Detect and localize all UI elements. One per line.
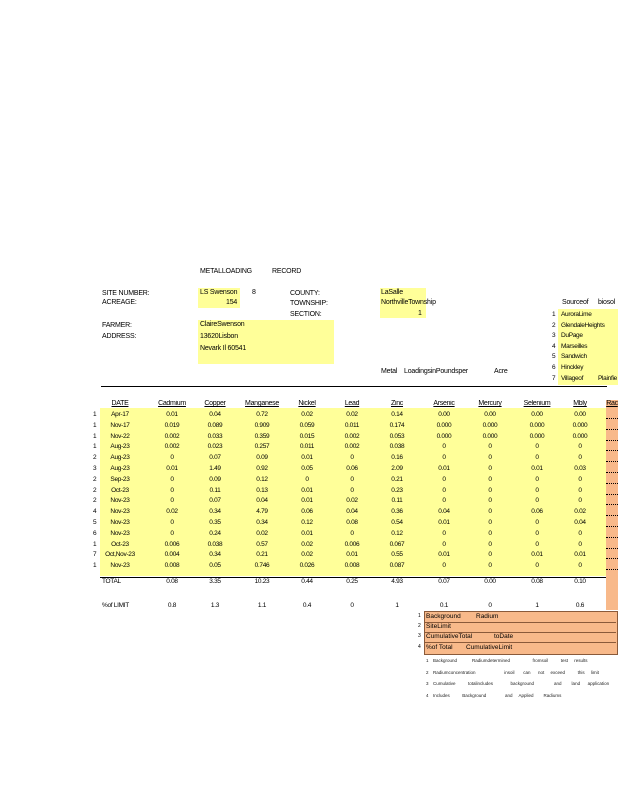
- table-cell: 0.257: [254, 443, 270, 451]
- table-cell: 0.12: [391, 529, 403, 537]
- table-cell: 0.026: [299, 562, 315, 570]
- source-num: 4: [552, 342, 556, 350]
- table-cell: 2.09: [391, 465, 403, 472]
- table-cell: 0.067: [389, 540, 405, 548]
- table-cell: 0.54: [391, 519, 403, 526]
- county-label: COUNTY:: [290, 290, 320, 297]
- table-cell: 0.011: [344, 421, 360, 429]
- column-header: Selenium: [523, 400, 551, 407]
- table-cell: 0.34: [256, 519, 268, 526]
- table-cell: 0.002: [344, 432, 360, 440]
- table-cell: 0: [170, 454, 174, 462]
- footnote-text: Cumulative totalincludes background and land application: [433, 681, 610, 686]
- table-cell: 0: [170, 529, 174, 537]
- record-title-record: RECORD: [272, 268, 302, 275]
- table-cell: 0.23: [391, 486, 403, 494]
- table-cell: 0.004: [164, 551, 180, 559]
- source-num: 2: [552, 321, 556, 329]
- table-cell: 0: [578, 540, 582, 548]
- total-cell: 0.44: [301, 578, 313, 585]
- address-line2: Nevark Il 60541: [200, 345, 247, 352]
- table-cell: 0.008: [344, 562, 360, 570]
- table-cell: 0: [170, 475, 174, 483]
- table-cell: 0.01: [166, 411, 178, 418]
- table-cell: 0.000: [482, 421, 498, 429]
- table-cell: 0.019: [164, 421, 180, 429]
- table-cell: 0.02: [346, 497, 358, 505]
- table-cell: 0.000: [529, 421, 545, 429]
- limit-cell: 0.1: [439, 602, 449, 609]
- source-name: Sandwich: [561, 353, 587, 361]
- column-header: DATE: [111, 400, 129, 407]
- table-cell: 0.000: [436, 432, 452, 440]
- row-divider: [606, 569, 618, 570]
- table-cell: 0: [578, 529, 582, 537]
- footnote-num: 4: [426, 692, 429, 698]
- table-cell: 0: [170, 486, 174, 494]
- table-cell: 0.000: [572, 432, 588, 440]
- table-cell: 0: [170, 519, 174, 526]
- limits-box-num: 4: [418, 643, 421, 650]
- source-num: 7: [552, 374, 556, 382]
- table-cell: 0.24: [209, 529, 221, 537]
- footnote-num: 1: [426, 658, 429, 663]
- table-cell: 0: [488, 454, 492, 462]
- source-name: Hinckley: [561, 364, 584, 371]
- limits-box-label: %of Total: [426, 643, 453, 651]
- table-cell: 0.033: [207, 432, 223, 440]
- source-num: 6: [552, 364, 556, 371]
- table-cell: 0.01: [531, 551, 543, 559]
- table-cell: 0: [442, 540, 446, 548]
- table-cell: 0.12: [256, 475, 268, 483]
- limit-cell: 1.3: [210, 602, 220, 609]
- address-line1: 13620Lisbon: [200, 333, 238, 340]
- table-cell: 0.000: [572, 421, 588, 429]
- table-cell-date: Nov-23: [110, 508, 130, 516]
- table-cell: 0: [442, 443, 446, 451]
- row-divider: [606, 494, 618, 495]
- table-cell: 0: [442, 486, 446, 494]
- limits-box-divider: [424, 622, 616, 623]
- table-cell-date: Oct,Nov-23: [105, 551, 135, 559]
- table-cell: 0.09: [256, 454, 268, 462]
- table-cell: 0.06: [301, 508, 313, 516]
- table-cell-date: Nov-23: [110, 519, 130, 526]
- row-source-number: 1: [93, 562, 97, 570]
- row-divider: [606, 472, 618, 473]
- table-cell: 0.015: [299, 432, 315, 440]
- limits-box-label: SiteLimit: [426, 623, 451, 631]
- table-cell: 0.07: [209, 497, 221, 505]
- table-cell: 0: [350, 486, 354, 494]
- table-cell-date: Nov-22: [110, 432, 130, 440]
- column-header: Cadmium: [158, 400, 186, 407]
- table-cell: 0.01: [438, 519, 450, 526]
- table-cell: 0.02: [346, 411, 358, 418]
- table-cell: 0.002: [344, 443, 360, 451]
- source-num: 3: [552, 332, 556, 340]
- table-cell: 0: [488, 519, 492, 526]
- table-cell: 0.34: [209, 508, 221, 516]
- table-cell: 0.089: [207, 421, 223, 429]
- table-cell-date: Oct-23: [111, 540, 129, 548]
- table-cell: 0: [535, 475, 539, 483]
- table-cell: 0: [535, 540, 539, 548]
- table-cell-date: Nov-23: [110, 529, 130, 537]
- table-cell: 0: [578, 475, 582, 483]
- table-cell: 0.02: [301, 551, 313, 559]
- limit-cell: 1: [535, 602, 539, 609]
- table-cell: 0.01: [301, 497, 313, 505]
- table-cell: 0: [535, 519, 539, 526]
- loadings-caption-metal: Metal: [381, 368, 398, 375]
- row-divider: [606, 483, 618, 484]
- table-cell: 0.02: [166, 508, 178, 516]
- township-label: TOWNSHIP:: [290, 300, 328, 307]
- table-cell: 0: [442, 497, 446, 505]
- table-cell: 0: [488, 508, 492, 516]
- table-cell: 0.12: [301, 519, 313, 526]
- table-cell: 4.79: [256, 508, 268, 516]
- row-divider: [606, 504, 618, 505]
- limits-box-num: 3: [418, 633, 421, 640]
- source-name: GlendaleHeights: [561, 321, 605, 329]
- table-cell: 0.746: [254, 562, 270, 570]
- limits-box-extra: toDate: [494, 633, 514, 641]
- table-cell: 0: [488, 475, 492, 483]
- table-cell: 0.01: [531, 465, 543, 472]
- total-label: TOTAL: [102, 578, 121, 585]
- table-cell: 0.059: [299, 421, 315, 429]
- table-cell: 0.038: [207, 540, 223, 548]
- column-header: Mercury: [478, 400, 502, 407]
- loadings-caption-pounds: LoadingsinPoundsper: [404, 368, 468, 375]
- table-cell: 0: [488, 551, 492, 559]
- table-cell: 0.053: [389, 432, 405, 440]
- table-cell: 0.01: [301, 529, 313, 537]
- row-source-number: 1: [93, 540, 97, 548]
- table-cell: 0.04: [256, 497, 268, 505]
- source-name: Marseilles: [561, 342, 588, 350]
- table-cell: 0.92: [256, 465, 268, 472]
- table-cell: 0.06: [531, 508, 543, 516]
- township-value: NorthvilleTownship: [381, 299, 436, 306]
- section-value: 1: [418, 310, 422, 317]
- table-cell: 0.04: [346, 508, 358, 516]
- table-cell: 0.01: [346, 551, 358, 559]
- loadings-caption-acre: Acre: [494, 368, 508, 375]
- table-cell: 0.04: [574, 519, 586, 526]
- table-cell: 0.01: [301, 454, 313, 462]
- sources-header-2: biosol: [598, 299, 616, 306]
- footnote-text: Includes Background and Applied Radiums: [433, 692, 562, 698]
- limit-cell: 0.4: [302, 602, 312, 609]
- table-cell: 0.002: [164, 443, 180, 451]
- table-cell: 0.000: [482, 432, 498, 440]
- table-cell: 0.05: [301, 465, 313, 472]
- limit-cell: 1: [395, 602, 399, 609]
- table-cell: 0.04: [438, 508, 450, 516]
- table-cell-date: Oct-23: [111, 486, 129, 494]
- table-cell: 0.55: [391, 551, 403, 559]
- table-cell: 0.023: [207, 443, 223, 451]
- row-divider: [606, 526, 618, 527]
- table-cell: 0: [442, 529, 446, 537]
- table-cell: 0: [350, 454, 354, 462]
- table-cell: 0: [535, 454, 539, 462]
- table-cell: 0: [442, 562, 446, 570]
- table-cell: 0.002: [164, 432, 180, 440]
- table-cell: 0.03: [574, 465, 586, 472]
- table-cell: 0: [488, 497, 492, 505]
- limits-box-label: Background: [426, 613, 461, 620]
- table-cell: 0.909: [254, 421, 270, 429]
- table-cell: 0.57: [256, 540, 268, 548]
- table-cell: 0: [442, 475, 446, 483]
- row-divider: [606, 537, 618, 538]
- total-cell: 10.23: [254, 578, 270, 585]
- table-cell: 0.13: [256, 486, 268, 494]
- row-divider: [606, 418, 618, 419]
- total-cell: 4.93: [391, 578, 403, 585]
- source-name: Villageof: [561, 374, 584, 382]
- row-source-number: 1: [93, 411, 97, 418]
- row-source-number: 1: [93, 443, 97, 451]
- table-cell: 0.000: [529, 432, 545, 440]
- table-cell: 0.21: [391, 475, 403, 483]
- table-cell: 0: [488, 540, 492, 548]
- row-source-number: 2: [93, 486, 97, 494]
- sources-header: Sourceof: [562, 299, 589, 306]
- table-cell: 0: [488, 529, 492, 537]
- table-cell: 0: [535, 443, 539, 451]
- table-cell: 0.09: [209, 475, 221, 483]
- table-cell: 0.07: [209, 454, 221, 462]
- table-cell: 0: [488, 486, 492, 494]
- column-header: Copper: [204, 400, 226, 407]
- table-cell: 0.006: [344, 540, 360, 548]
- table-cell: 0: [350, 475, 354, 483]
- total-cell: 0.10: [574, 578, 586, 585]
- table-cell: 0: [578, 443, 582, 451]
- table-cell: 0.01: [166, 465, 178, 472]
- total-cell: 0.25: [346, 578, 358, 585]
- record-title-metalloading: METALLOADING: [200, 268, 252, 275]
- table-cell: 0.08: [346, 519, 358, 526]
- table-cell: 0.359: [254, 432, 270, 440]
- table-cell: 0: [535, 486, 539, 494]
- table-cell: 0.21: [256, 551, 268, 559]
- table-cell: 0: [350, 529, 354, 537]
- limit-cell: 0: [350, 602, 354, 609]
- table-cell-date: Nov-23: [110, 497, 130, 505]
- table-cell: 0.011: [299, 443, 315, 451]
- acreage-value: 154: [226, 299, 238, 306]
- total-cell: 0.08: [531, 578, 543, 585]
- limit-cell: 0.8: [167, 602, 177, 609]
- section-divider: [101, 386, 607, 387]
- limits-box-extra: CumulativeLimit: [466, 643, 513, 651]
- site-num-value: 8: [252, 289, 256, 296]
- address-label: ADDRESS:: [102, 333, 137, 340]
- row-source-number: 1: [93, 432, 97, 440]
- table-cell-date: Aug-23: [110, 465, 130, 472]
- table-cell: 0: [578, 562, 582, 570]
- column-header: Mbly: [573, 400, 587, 407]
- column-header: Arsenic: [433, 400, 455, 407]
- table-cell: 0.174: [389, 421, 405, 429]
- table-cell: 0.11: [391, 497, 403, 505]
- table-cell: 0.008: [164, 562, 180, 570]
- table-cell: 0.01: [438, 465, 450, 472]
- total-cell: 0.07: [438, 578, 450, 585]
- table-cell: 0.34: [209, 551, 221, 559]
- total-cell: 0.08: [166, 578, 178, 585]
- limit-cell: 0.6: [575, 602, 585, 609]
- source-name: AuroraLime: [561, 311, 592, 318]
- column-header: Zinc: [390, 400, 404, 407]
- table-cell: 0: [535, 562, 539, 570]
- table-cell: 0: [488, 562, 492, 570]
- row-source-number: 2: [93, 454, 97, 462]
- table-cell: 0: [535, 497, 539, 505]
- column-header: Nickel: [298, 400, 316, 407]
- row-divider: [606, 558, 618, 559]
- footnote-text: Radiumconcentration insoil can not exceed this limit: [433, 669, 599, 675]
- row-source-number: 4: [93, 508, 97, 516]
- row-divider: [606, 440, 618, 441]
- row-source-number: 1: [93, 421, 97, 429]
- table-cell: 0.01: [301, 486, 313, 494]
- footnote-text: Background Radiumdetermined fromsoil test results: [433, 658, 588, 663]
- total-cell: 0.00: [484, 578, 496, 585]
- table-cell: 0: [305, 475, 309, 483]
- table-cell: 0: [535, 529, 539, 537]
- farmer-value: ClaireSwenson: [200, 321, 245, 328]
- site-name-value: LS Swenson: [200, 289, 238, 296]
- row-source-number: 5: [93, 519, 97, 526]
- table-cell: 0: [578, 486, 582, 494]
- table-cell: 1.49: [209, 465, 221, 472]
- limits-box-divider: [424, 642, 616, 643]
- table-cell: 0.35: [209, 519, 221, 526]
- table-cell: 0.02: [256, 529, 268, 537]
- table-cell: 0.16: [391, 454, 403, 462]
- table-cell: 0: [578, 454, 582, 462]
- table-cell: 0.000: [436, 421, 452, 429]
- table-cell: 0.02: [301, 411, 313, 418]
- table-cell: 0.00: [531, 411, 543, 418]
- table-cell: 0.11: [209, 486, 221, 494]
- table-cell: 0: [488, 443, 492, 451]
- total-cell: 3.35: [209, 578, 221, 585]
- row-source-number: 2: [93, 497, 97, 505]
- acreage-label: ACREAGE:: [102, 299, 137, 306]
- row-divider: [606, 450, 618, 451]
- table-cell-date: Sep-23: [110, 475, 130, 483]
- table-cell: 0: [488, 465, 492, 472]
- limits-box-extra: Radium: [476, 613, 499, 620]
- table-cell-date: Aug-23: [110, 454, 130, 462]
- table-cell: 0.00: [484, 411, 496, 418]
- limit-label: %of LIMIT: [102, 602, 129, 609]
- column-header: Rac: [606, 400, 618, 407]
- table-cell-date: Apr-17: [111, 411, 129, 418]
- limit-cell: 1.1: [257, 602, 267, 609]
- table-cell: 0.01: [574, 551, 586, 559]
- table-cell: 0.00: [438, 411, 450, 418]
- limits-box-label: CumulativeTotal: [426, 633, 473, 641]
- table-cell-date: Nov-17: [110, 421, 130, 429]
- footnote-num: 3: [426, 681, 429, 686]
- table-cell: 0: [170, 497, 174, 505]
- table-cell: 0.05: [209, 562, 221, 570]
- limits-box-num: 2: [418, 623, 421, 630]
- row-source-number: 3: [93, 465, 97, 472]
- source-num: 1: [552, 311, 556, 318]
- footnote-num: 2: [426, 669, 429, 675]
- table-cell: 0.006: [164, 540, 180, 548]
- source-name: DuPage: [561, 332, 583, 340]
- table-cell: 0.06: [346, 465, 358, 472]
- farmer-label: FARMER:: [102, 322, 132, 329]
- row-source-number: 7: [93, 551, 97, 559]
- row-divider: [606, 429, 618, 430]
- table-cell-date: Aug-23: [110, 443, 130, 451]
- section-label: SECTION:: [290, 311, 322, 318]
- site-number-label: SITE NUMBER:: [102, 290, 150, 297]
- table-cell: 0: [442, 454, 446, 462]
- table-cell: 0.087: [389, 562, 405, 570]
- total-divider: [100, 577, 606, 578]
- table-cell: 0.01: [438, 551, 450, 559]
- table-cell: 0.02: [301, 540, 313, 548]
- table-cell: 0.02: [574, 508, 586, 516]
- limit-cell: 0: [488, 602, 492, 609]
- row-source-number: 6: [93, 529, 97, 537]
- row-divider: [606, 548, 618, 549]
- source-num: 5: [552, 353, 556, 361]
- row-source-number: 2: [93, 475, 97, 483]
- table-cell: 0.36: [391, 508, 403, 516]
- table-cell: 0.72: [256, 411, 268, 418]
- table-cell: 0.14: [391, 411, 403, 418]
- column-header: Lead: [344, 400, 360, 407]
- table-cell: 0.04: [209, 411, 221, 418]
- source-name-extra: Plainfie: [598, 374, 617, 382]
- county-value: LaSalle: [381, 289, 403, 296]
- limits-box-num: 1: [418, 613, 421, 619]
- row-divider: [606, 515, 618, 516]
- table-cell-date: Nov-23: [110, 562, 130, 570]
- table-cell: 0.038: [389, 443, 405, 451]
- table-cell: 0: [578, 497, 582, 505]
- row-divider: [606, 461, 618, 462]
- table-cell: 0.00: [574, 411, 586, 418]
- column-header: Manganese: [245, 400, 279, 407]
